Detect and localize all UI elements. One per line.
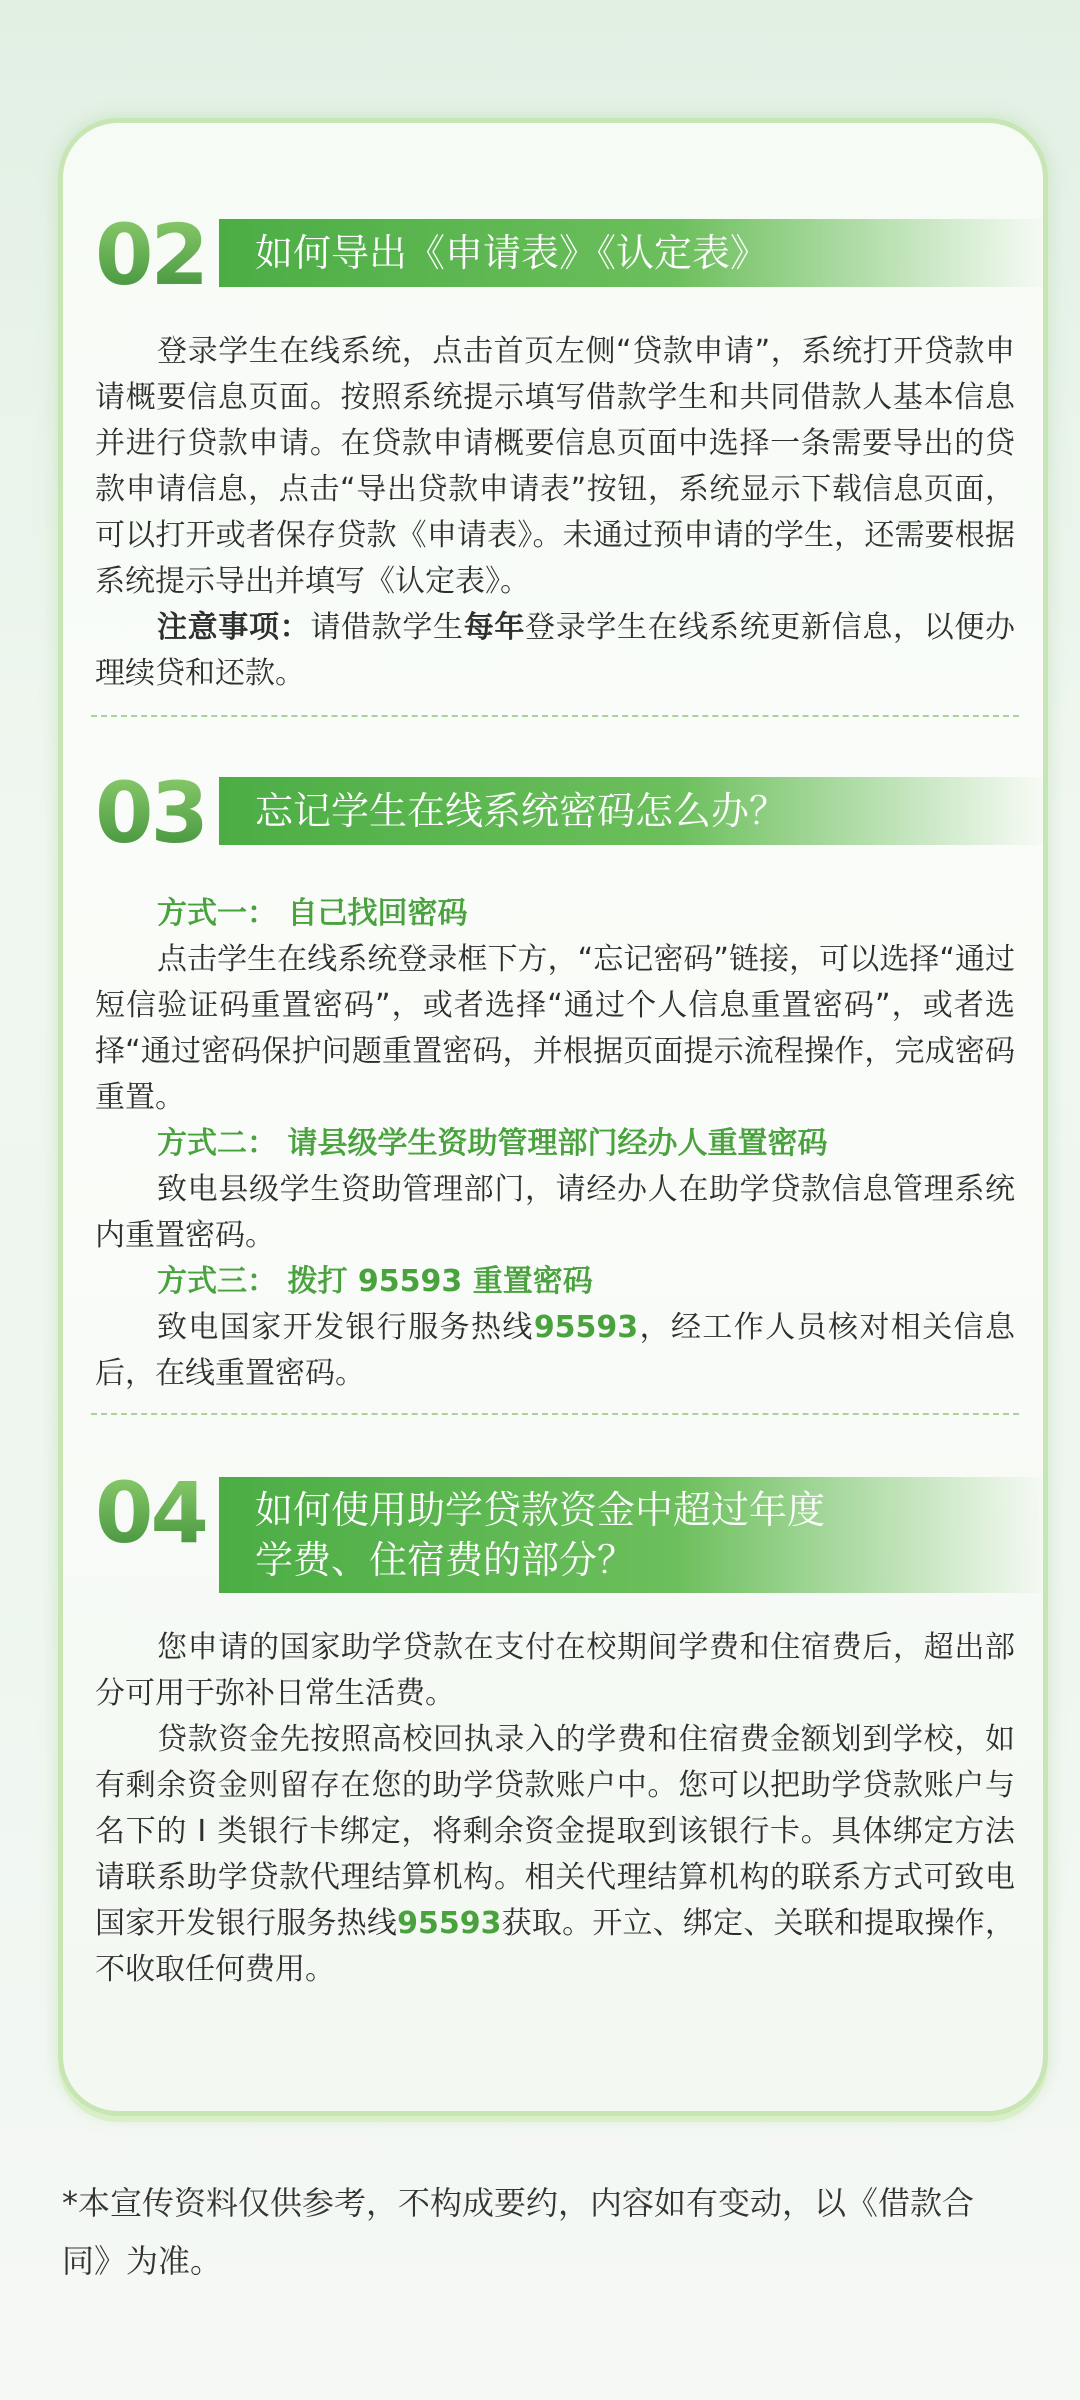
section-title-line-1: 如何使用助学贷款资金中超过年度 [255, 1488, 826, 1532]
method-3-text-b: ，经工作人员核对相关信息后，在线重置密码。 [95, 1310, 1015, 1391]
paragraph-text-b: 获取。开立、绑定、关联和提取操作，不收取任何费用。 [95, 1906, 1016, 1987]
disclaimer-footer: *本宣传资料仅供参考，不构成要约，内容如有变动，以《借款合同》为准。 [62, 2184, 975, 2280]
paragraph-text-a: 贷款资金先按照高校回执录入的学费和住宿费金额划到学校，如有剩余资金则留存在您的助学贷款账户中。您可以把助学贷款账户与名下的 Ⅰ 类银行卡绑定，将剩余资金提取到该银行卡。具体绑定方法请联系助学贷款代理结算机构。相关代理结算机构的联系方式可致电国家开发银行服务热线 [95, 1722, 1015, 1941]
section-04 [95, 1464, 1016, 1993]
section-header [95, 764, 1015, 862]
section-header [95, 1464, 1015, 1593]
section-title [219, 1477, 1049, 1593]
note-label: 注意事项： [157, 610, 311, 645]
method-3-label: 方式三： 拨打 95593 重置密码 [157, 1264, 593, 1299]
section-02 [95, 206, 1016, 697]
note-text: 请借款学生 [310, 610, 464, 645]
method-3-text-a: 致电国家开发银行服务热线 [157, 1310, 534, 1345]
divider [91, 715, 1019, 717]
section-header [95, 206, 1015, 304]
method-2-text: 致电县级学生资助管理部门，请经办人在助学贷款信息管理系统内重置密码。 [95, 1172, 1015, 1253]
note-text: 登录学生在线系统更新信息，以便办理续贷和还款。 [95, 610, 1016, 691]
divider [91, 1413, 1019, 1415]
paragraph [95, 1717, 1015, 1993]
section-title-line-2: 学费、住宿费的部分？ [255, 1538, 636, 1582]
section-number: 03 [95, 764, 206, 862]
section-title: 如何导出《申请表》《认定表》 [219, 219, 1049, 287]
note-paragraph [95, 605, 1015, 697]
hotline-number: 95593 [533, 1310, 639, 1345]
paragraph: 您申请的国家助学贷款在支付在校期间学费和住宿费后，超出部分可用于弥补日常生活费。 [95, 1630, 1015, 1711]
hotline-number: 95593 [397, 1906, 502, 1941]
paragraph: 登录学生在线系统，点击首页左侧“贷款申请”，系统打开贷款申请概要信息页面。按照系统提示填写借款学生和共同借款人基本信息并进行贷款申请。在贷款申请概要信息页面中选择一条需要导出的贷款申请信息，点击“导出贷款申请表”按钮，系统显示下载信息页面，可以打开或者保存贷款《申请表》。未通过预申请的学生，还需要根据系统提示导出并填写《认定表》。 [95, 334, 1015, 599]
content-card [58, 118, 1048, 2116]
method-1-text: 点击学生在线系统登录框下方，“忘记密码”链接，可以选择“通过短信验证码重置密码”，或者选择“通过个人信息重置密码”，或者选择“通过密码保护问题重置密码，并根据页面提示流程操作，完成密码重置。 [95, 942, 1015, 1115]
method-3-text [95, 1305, 1015, 1397]
section-03 [95, 764, 1015, 1397]
section-number: 04 [95, 1464, 206, 1562]
method-2-label: 方式二： 请县级学生资助管理部门经办人重置密码 [157, 1126, 828, 1161]
method-1-label: 方式一： 自己找回密码 [157, 896, 468, 931]
note-emphasis: 每年 [463, 610, 526, 645]
section-number: 02 [95, 206, 206, 304]
section-title: 忘记学生在线系统密码怎么办？ [219, 777, 1049, 845]
